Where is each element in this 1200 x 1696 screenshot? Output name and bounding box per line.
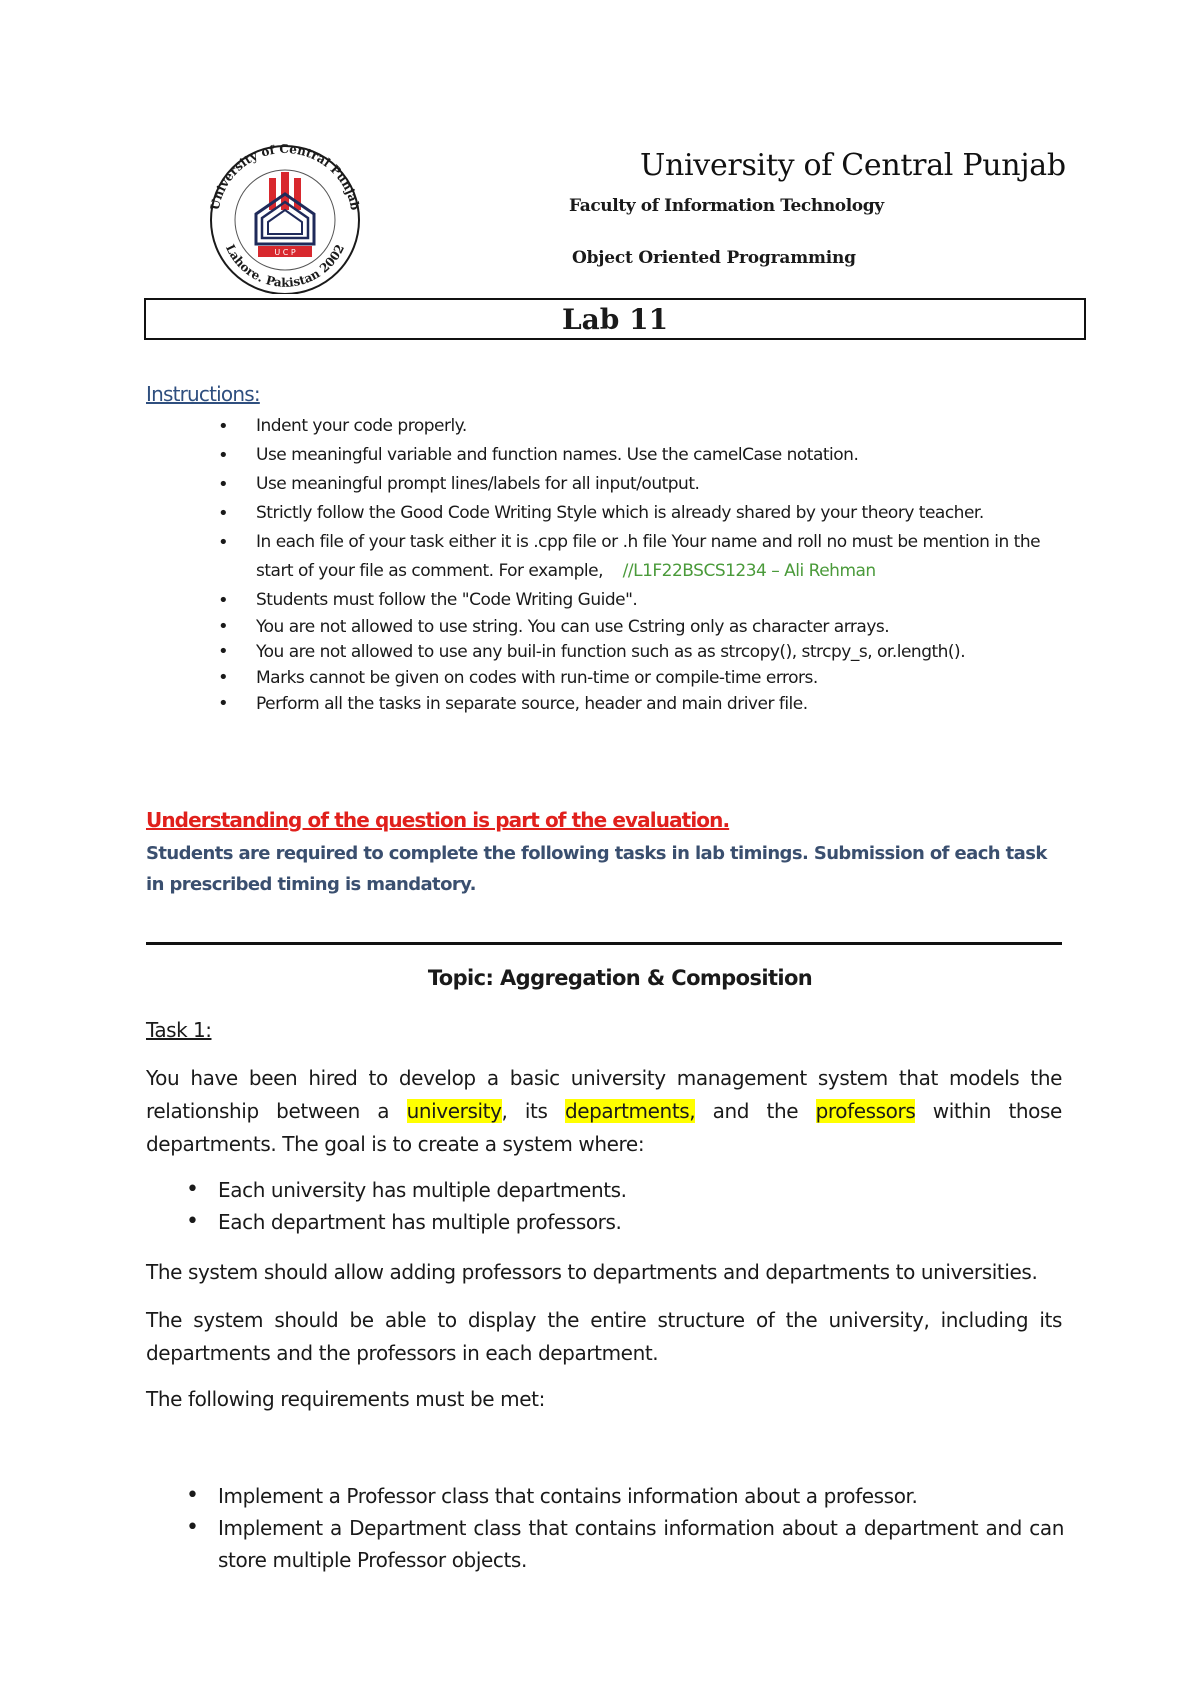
university-name: University of Central Punjab: [640, 148, 1066, 183]
task-paragraph-2: The system should allow adding professors to departments and departments to universities.: [146, 1260, 1038, 1284]
instruction-item: • Perform all the tasks in separate source, header and main driver file.: [218, 691, 1078, 717]
task-intro: You have been hired to develop a basic university management system that models the relationship between a university, its departments, and the professors within those departments. The goal is to create a system where:: [146, 1066, 1062, 1156]
course-name: Object Oriented Programming: [572, 248, 856, 268]
logo-ring-bottom: Lahore. Pakistan 2002: [222, 242, 348, 290]
instruction-item: • Use meaningful variable and function names. Use the camelCase notation.: [218, 441, 1078, 470]
lab-title: Lab 11: [561, 302, 669, 336]
instructions-heading: Instructions:: [146, 382, 260, 406]
highlight-university: university: [406, 1099, 502, 1123]
highlight-departments: departments,: [564, 1099, 696, 1123]
requirement-item: • Implement a Professor class that contains information about a professor.: [186, 1480, 1064, 1512]
lab-title-box: [144, 298, 1086, 340]
evaluation-note: Understanding of the question is part of the evaluation.: [146, 808, 730, 832]
university-logo: [196, 134, 374, 294]
example-comment: //L1F22BSCS1234 – Ali Rehman: [622, 561, 876, 581]
requirements-list: [186, 1480, 1064, 1576]
topic-heading: Topic: Aggregation & Composition: [427, 966, 813, 990]
instruction-item: • Marks cannot be given on codes with run-time or compile-time errors.: [218, 665, 1078, 691]
instruction-item: • Students must follow the "Code Writing Guide".: [218, 586, 1078, 615]
requirement-item: • Implement a Department class that contains information about a department and can store multiple Professor objects.: [186, 1512, 1064, 1576]
instruction-item: • In each file of your task either it is .cpp file or .h file Your name and roll no must be mention in the start of your file as comment. For example, //L1F22BSCS1234 – Ali Rehman: [218, 528, 1078, 586]
students-note: Students are required to complete the following tasks in lab timings. Submission of each task in prescribed timing is mandatory.: [146, 843, 1047, 895]
task-title: Task 1:: [146, 1018, 212, 1042]
highlight-professors: professors: [815, 1099, 916, 1123]
instruction-item: • Indent your code properly.: [218, 412, 1078, 441]
instruction-item: • Strictly follow the Good Code Writing Style which is already shared by your theory teacher.: [218, 499, 1078, 528]
instruction-item: • Use meaningful prompt lines/labels for all input/output.: [218, 470, 1078, 499]
task-paragraph-4: The following requirements must be met:: [146, 1387, 545, 1411]
task-point: • Each university has multiple departments.: [186, 1174, 1064, 1206]
instruction-item: • You are not allowed to use string. You can use Cstring only as character arrays.: [218, 615, 1078, 639]
task-point: • Each department has multiple professors.: [186, 1206, 1064, 1238]
section-divider: [146, 942, 1062, 945]
task-paragraph-3: The system should be able to display the entire structure of the university, including its departments and the professors in each department.: [146, 1308, 1062, 1365]
task-points: [186, 1174, 1064, 1238]
faculty-name: Faculty of Information Technology: [569, 196, 884, 216]
instructions-list: [218, 412, 1078, 717]
logo-initials: U C P: [274, 248, 296, 257]
logo-ring-top: University of Central Punjab: [207, 141, 363, 212]
instruction-item: • You are not allowed to use any buil-in function such as as strcopy(), strcpy_s, or.length().: [218, 639, 1078, 665]
